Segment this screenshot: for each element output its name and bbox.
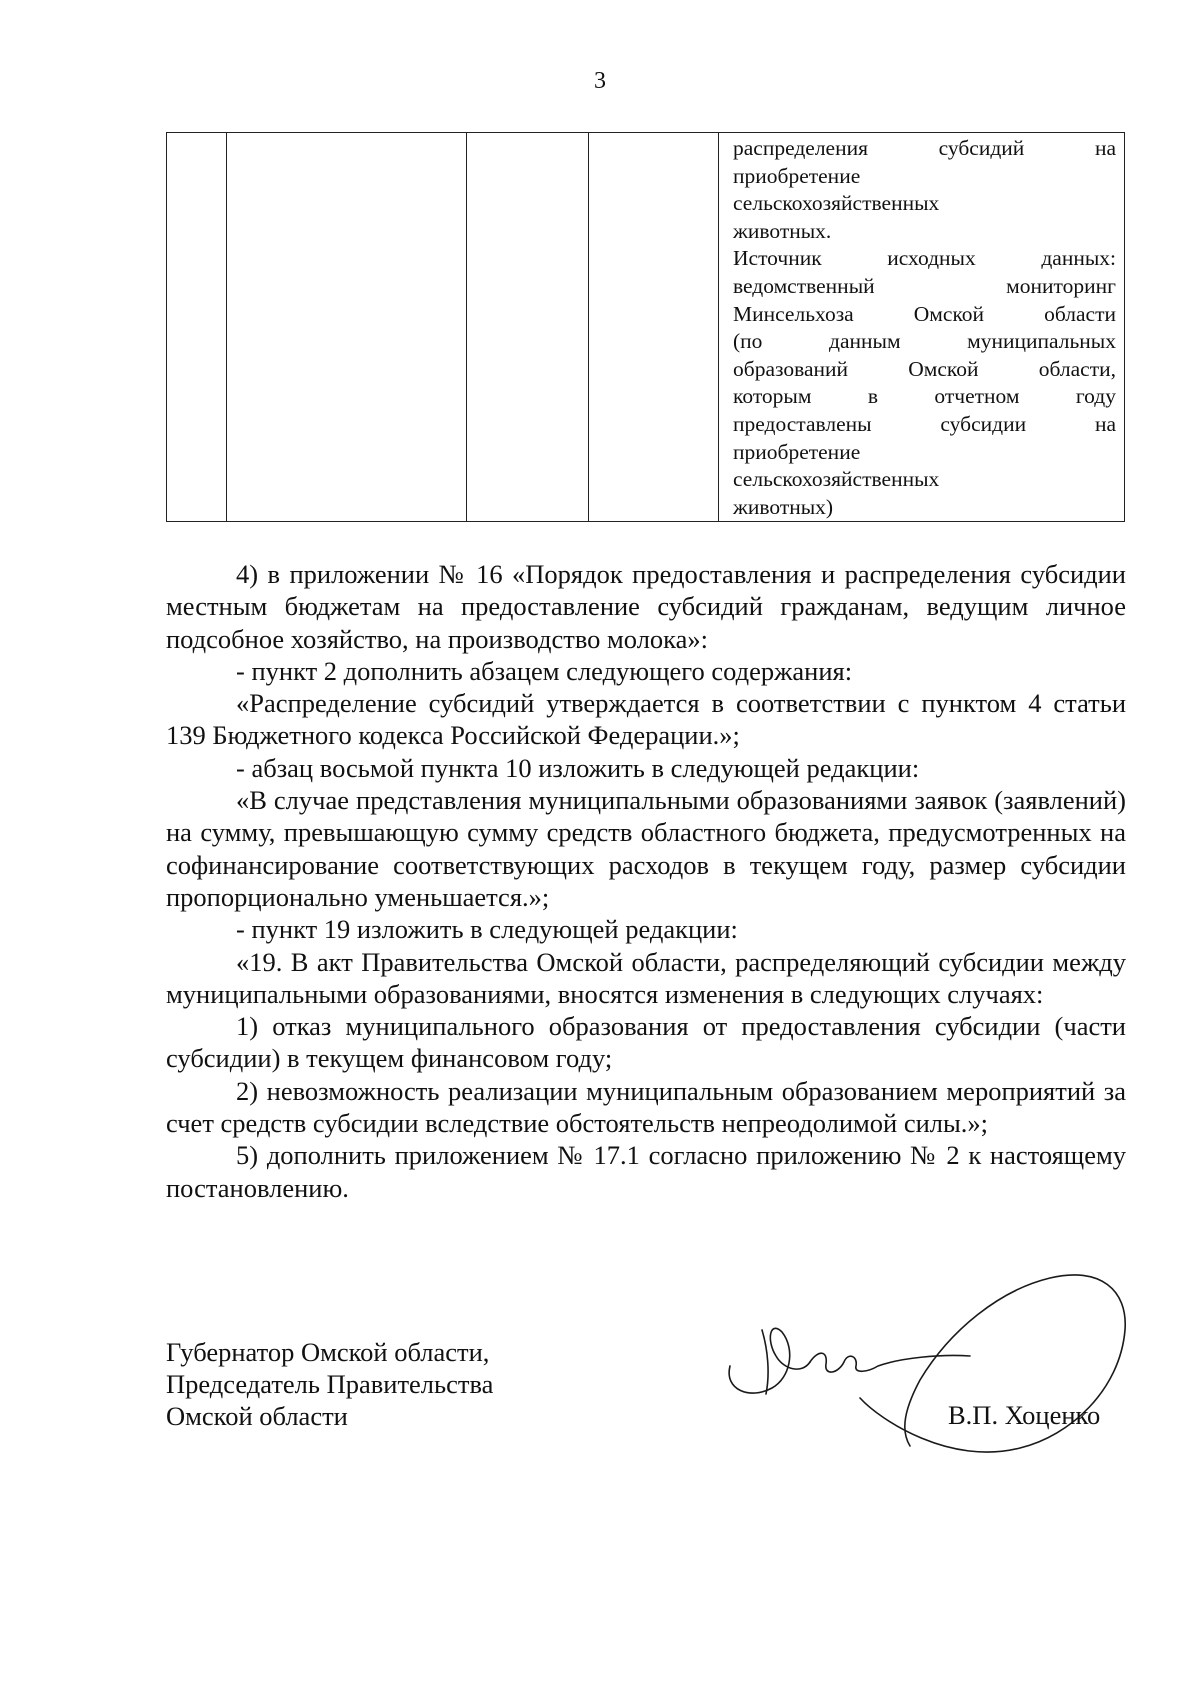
signatory-name: В.П. Хоценко [948, 1400, 1101, 1430]
continued-table [166, 132, 1125, 522]
cell-line: Источник исходных данных: [733, 246, 1116, 271]
paragraph: «Распределение субсидий утверждается в соответствии с пунктом 4 статьи 139 Бюджетного кодекса Российской Федерации.»; [166, 688, 1126, 751]
cell-line: животных) [733, 494, 834, 519]
cell-line: сельскохозяйственных [733, 467, 940, 492]
paragraph: 4) в приложении № 16 «Порядок предоставления и распределения субсидии местным бюджетам на предоставление субсидий гражданам, ведущим личное подсобное хозяйство, на производство молока»: [166, 559, 1126, 654]
paragraph: - пункт 2 дополнить абзацем следующего содержания: [236, 655, 853, 686]
document-body [166, 558, 1126, 1204]
cell-line: приобретение [733, 163, 861, 188]
cell-line: (по данным муниципальных [733, 329, 1116, 354]
paragraph: - пункт 19 изложить в следующей редакции: [236, 914, 738, 945]
cell-line: образований Омской области, [733, 356, 1116, 381]
handwritten-signature [710, 1270, 1130, 1470]
table-cell [467, 133, 589, 522]
signatory-title-line: Губернатор Омской области, [166, 1337, 490, 1367]
table-cell [227, 133, 467, 522]
cell-line: животных. [733, 218, 832, 243]
signatory-title-line: Омской области [166, 1401, 348, 1431]
cell-line: распределения субсидий на [733, 136, 1116, 160]
paragraph: - абзац восьмой пункта 10 изложить в следующей редакции: [236, 752, 920, 783]
table-row [167, 133, 1125, 522]
cell-line: сельскохозяйственных [733, 191, 940, 216]
cell-line: предоставлены субсидии на [733, 411, 1116, 436]
cell-line: которым в отчетном году [733, 384, 1116, 409]
paragraph: 5) дополнить приложением № 17.1 согласно приложению № 2 к настоящему постановлению. [166, 1140, 1126, 1203]
table-cell-description [719, 133, 1125, 522]
paragraph: 2) невозможность реализации муниципальным образованием мероприятий за счет средств субсидии вследствие обстоятельств непреодолимой силы.»; [166, 1075, 1126, 1139]
paragraph: «В случае представления муниципальными образованиями заявок (заявлений) на сумму, превышающую сумму средств областного бюджета, предусмотренных на софинансирование соответствующих расходов в текущем году, размер субсидии пропорционально уменьшается.»; [166, 785, 1126, 912]
table-cell [167, 133, 227, 522]
signatory-title-line: Председатель Правительства [166, 1369, 494, 1399]
paragraph: «19. В акт Правительства Омской области, распределяющий субсидии между муниципальными образованиями, вносятся изменения в следующих случаях: [166, 946, 1126, 1009]
cell-line: приобретение [733, 439, 861, 464]
signatory-title [166, 1336, 493, 1432]
table-cell [589, 133, 719, 522]
page-number: 3 [594, 68, 606, 94]
cell-line: ведомственный мониторинг [733, 273, 1116, 298]
paragraph: 1) отказ муниципального образования от предоставления субсидии (части субсидии) в текущем финансовом году; [166, 1011, 1126, 1074]
cell-line: Минсельхоза Омской области [733, 301, 1116, 326]
